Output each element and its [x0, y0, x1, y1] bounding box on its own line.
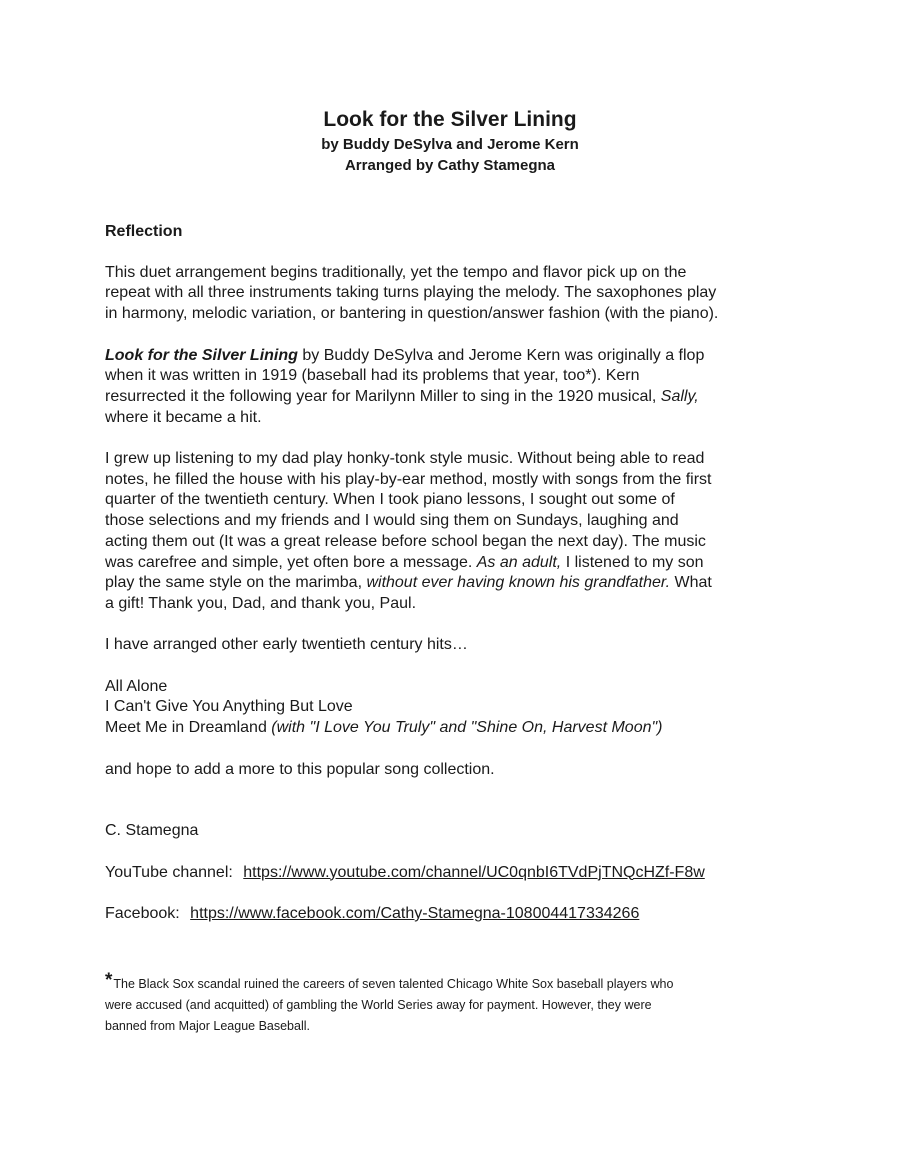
facebook-line: [105, 904, 805, 925]
facebook-label: Facebook:: [105, 904, 180, 922]
paragraph-line: notes, he filled the house with his play-by-ear method, mostly with songs from the first: [105, 470, 712, 488]
text-run: What: [670, 574, 712, 592]
youtube-link[interactable]: https://www.youtube.com/channel/UC0qnbI6TVdPjTNQcHZf-F8w: [243, 863, 705, 881]
paragraph-line: acting them out (It was a great release before school began the next day). The music: [105, 532, 706, 550]
list-item: I Can't Give You Anything But Love: [105, 698, 353, 716]
paragraph-other-hits: I have arranged other early twentieth century hits…: [105, 636, 468, 654]
paragraph-line: [105, 573, 805, 594]
reflection-body: [105, 222, 805, 945]
paragraph-history: [105, 346, 805, 429]
paragraph-line: [105, 553, 805, 574]
paragraph-line: [105, 387, 805, 408]
text-run: play the same style on the marimba,: [105, 574, 367, 592]
youtube-line: [105, 863, 805, 884]
paragraph-line: in harmony, melodic variation, or bantering in question/answer fashion (with the piano).: [105, 305, 719, 323]
italic-run: As an adult,: [476, 553, 562, 571]
list-item: All Alone: [105, 677, 168, 695]
text-run: Meet Me in Dreamland: [105, 719, 272, 737]
header: [0, 106, 900, 176]
paragraph-line: This duet arrangement begins traditionally, yet the tempo and flavor pick up on the: [105, 263, 687, 281]
paragraph-line: repeat with all three instruments taking turns playing the melody. The saxophones play: [105, 284, 717, 302]
paragraph-line: a gift! Thank you, Dad, and thank you, Paul.: [105, 594, 417, 612]
footnote-line: [105, 970, 805, 995]
paragraph-line: those selections and my friends and I would sing them on Sundays, laughing and: [105, 512, 679, 530]
paragraph-arrangement: [105, 263, 805, 325]
text-run: The Black Sox scandal ruined the careers of seven talented Chicago White Sox baseball players who: [113, 977, 674, 991]
paragraph-closing: and hope to add a more to this popular song collection.: [105, 760, 495, 778]
paragraph-line: quarter of the twentieth century. When I took piano lessons, I sought out some of: [105, 491, 675, 509]
paragraph-line: where it became a hit.: [105, 408, 262, 426]
facebook-link[interactable]: https://www.facebook.com/Cathy-Stamegna-108004417334266: [190, 904, 640, 922]
paragraph-line: [105, 346, 805, 367]
paragraph-line: when it was written in 1919 (baseball had its problems that year, too*). Kern: [105, 367, 640, 385]
composer-byline: by Buddy DeSylva and Jerome Kern: [321, 136, 579, 153]
text-run: I listened to my son: [561, 553, 704, 571]
footnote-marker: *: [105, 970, 113, 991]
paragraph-line: I grew up listening to my dad play honky-tonk style music. Without being able to read: [105, 450, 705, 467]
footnote: [105, 970, 805, 1037]
text-run: by Buddy DeSylva and Jerome Kern was originally a flop: [297, 346, 705, 364]
youtube-label: YouTube channel:: [105, 863, 233, 881]
reflection-heading: Reflection: [105, 223, 183, 240]
italic-run: (with "I Love You Truly" and "Shine On, Harvest Moon"): [271, 719, 663, 737]
footnote-line: banned from Major League Baseball.: [105, 1019, 310, 1033]
arranger-line: Arranged by Cathy Stamegna: [344, 157, 556, 174]
text-run: was carefree and simple, yet often bore a message.: [105, 553, 477, 571]
text-run: resurrected it the following year for Marilynn Miller to sing in the 1920 musical,: [105, 387, 661, 405]
paragraph-memories: [105, 449, 805, 615]
list-item: [105, 718, 805, 739]
song-title-inline: Look for the Silver Lining: [105, 346, 298, 364]
footnote-line: were accused (and acquitted) of gambling the World Series away for payment. However, they were: [105, 998, 652, 1012]
musical-title: Sally,: [660, 387, 699, 405]
italic-run: without ever having known his grandfather.: [366, 574, 671, 592]
song-title: Look for the Silver Lining: [323, 108, 577, 131]
signature: C. Stamegna: [105, 822, 199, 840]
song-list: [105, 677, 805, 739]
